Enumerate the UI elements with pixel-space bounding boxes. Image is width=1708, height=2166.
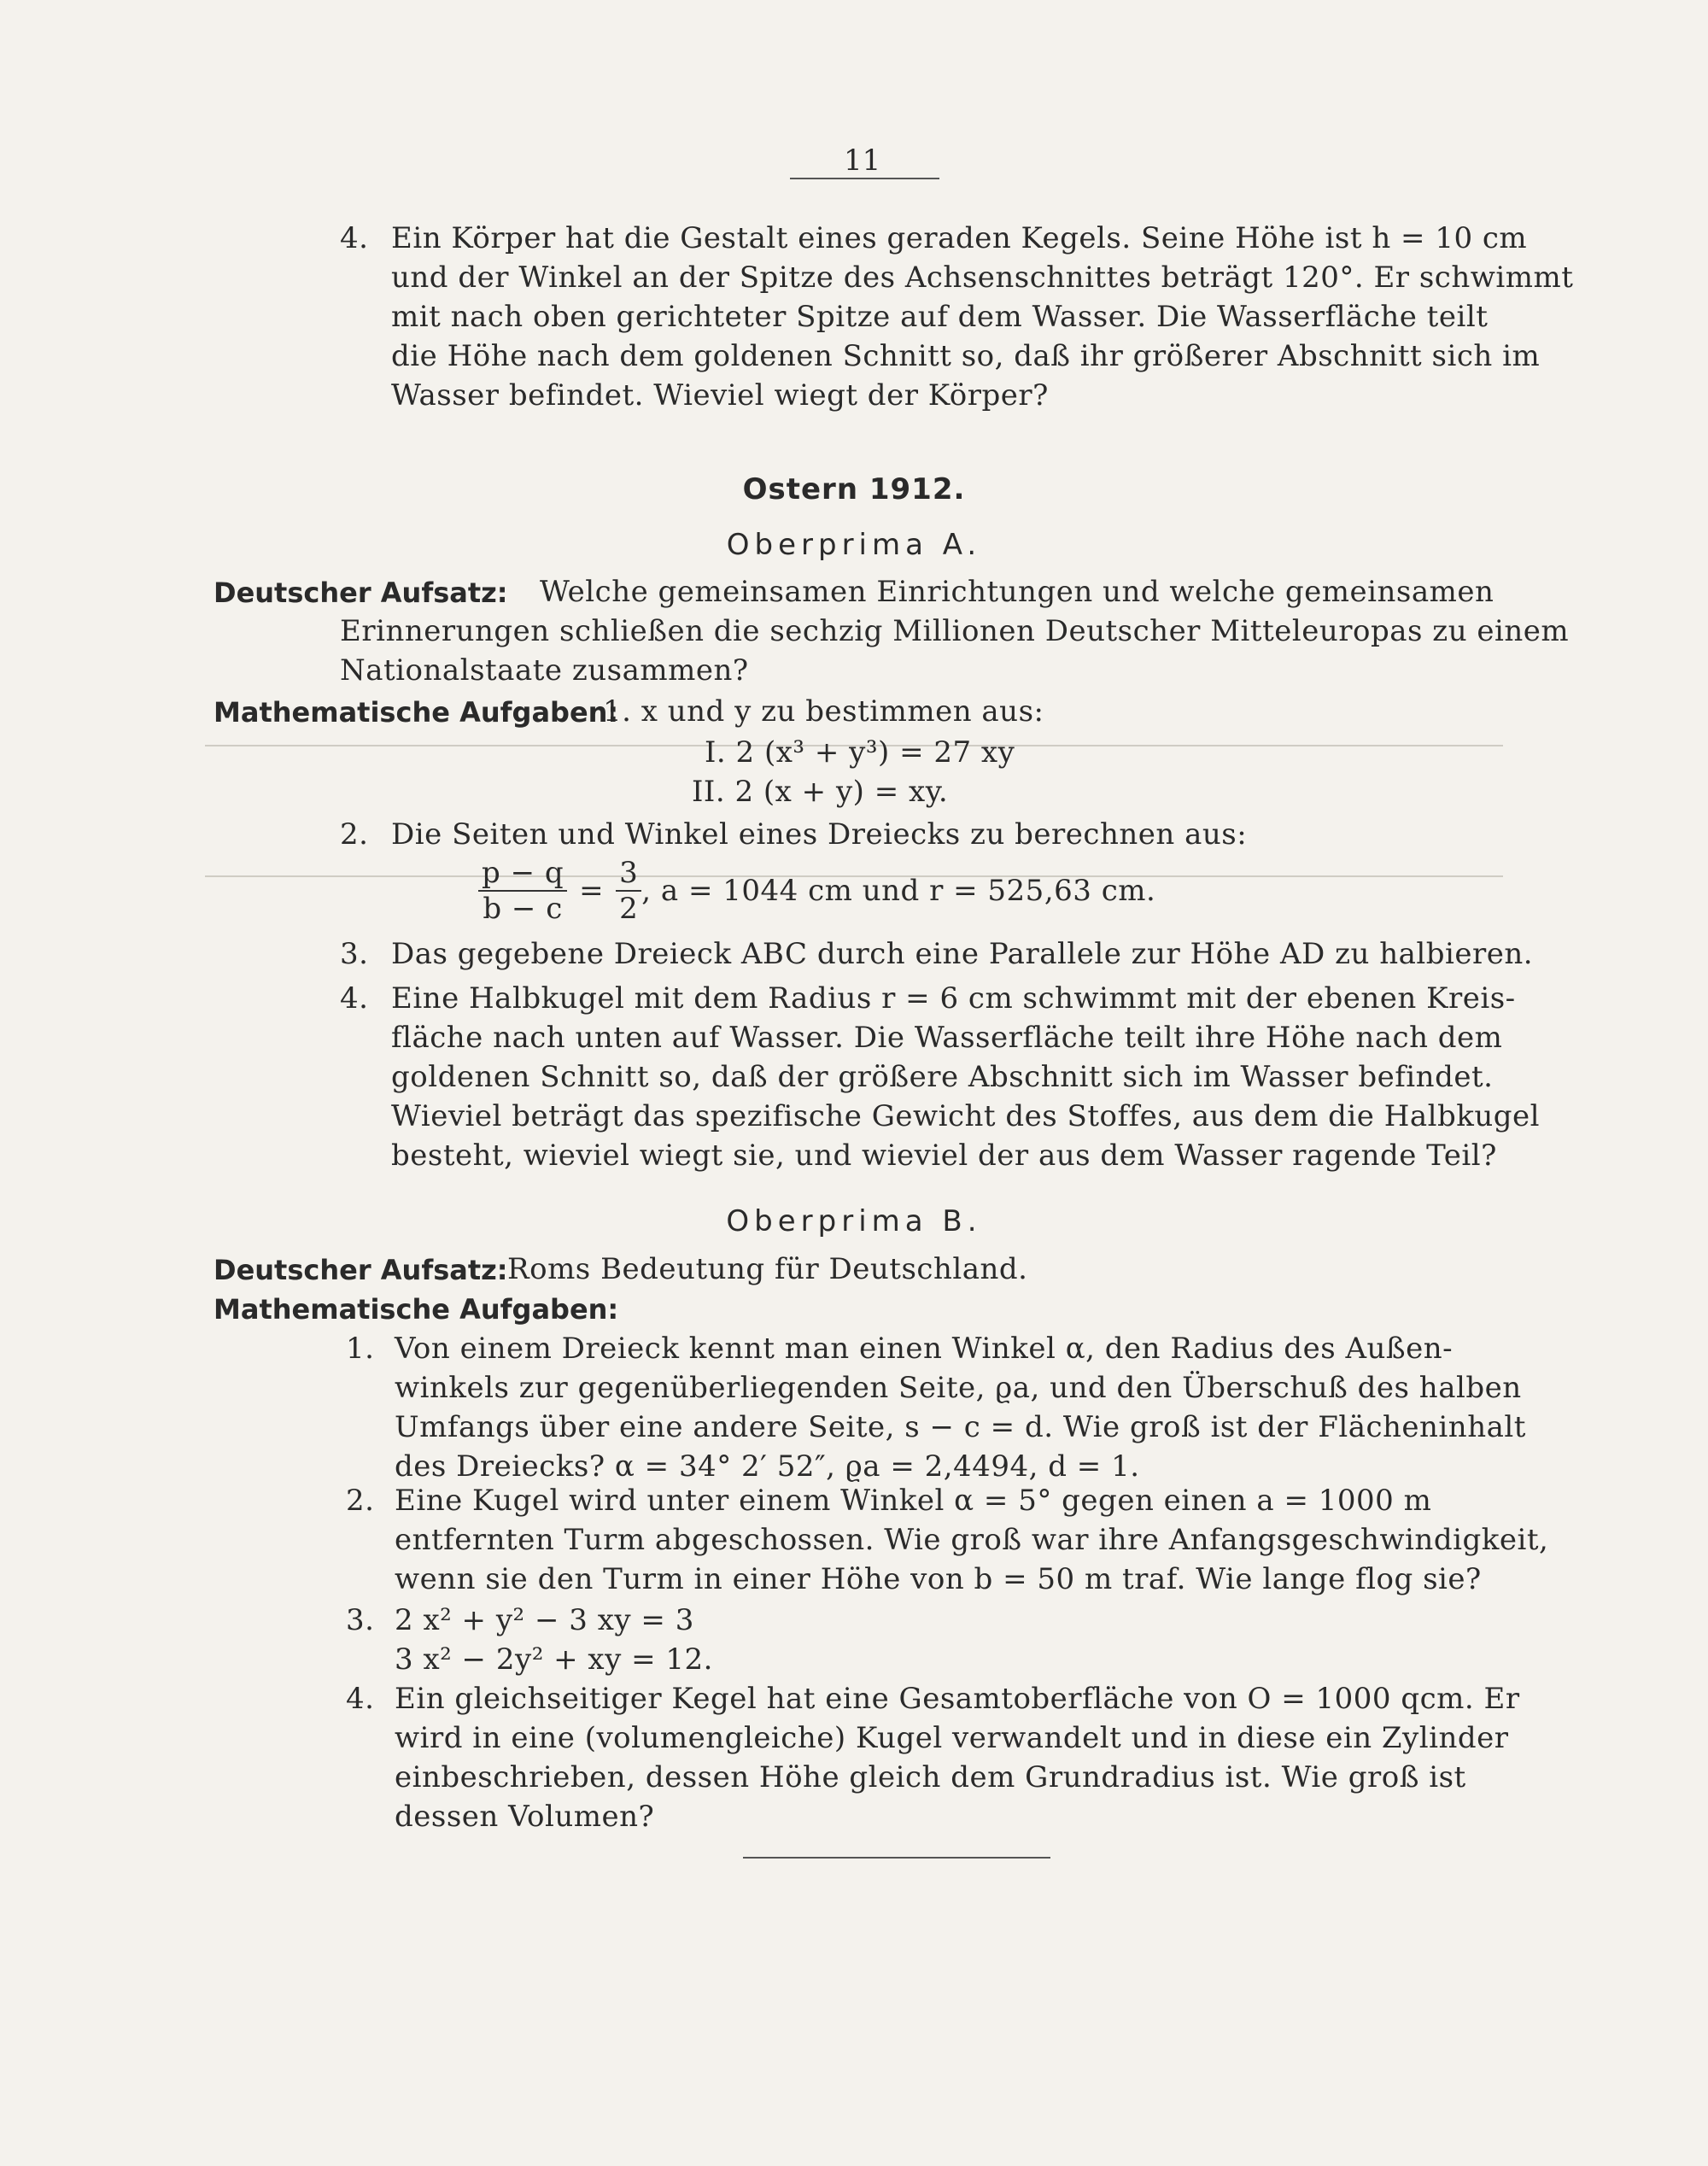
task-number: 4. <box>340 221 369 255</box>
task-text: Die Seiten und Winkel eines Dreiecks zu berechnen aus: <box>391 817 1248 852</box>
task-number: 3. <box>346 1603 375 1637</box>
text-line: goldenen Schnitt so, daß der größere Abschnitt sich im Wasser befindet. <box>391 1060 1494 1094</box>
fraction-numerator: p − q <box>478 856 567 892</box>
text-line: Von einem Dreieck kennt man einen Winkel α, den Radius des Außen- <box>395 1332 1454 1366</box>
text-line: dessen Volumen? <box>395 1800 655 1834</box>
text-line: Eine Halbkugel mit dem Radius r = 6 cm schwimmt mit der ebenen Kreis- <box>391 981 1516 1016</box>
text-line: die Höhe nach dem goldenen Schnitt so, daß ihr größerer Abschnitt sich im <box>391 339 1541 373</box>
fraction <box>478 856 567 926</box>
text-line: Ein gleichseitiger Kegel hat eine Gesamtoberfläche von O = 1000 qcm. Er <box>395 1682 1520 1716</box>
fraction <box>616 856 641 926</box>
text-line: entfernten Turm abgeschossen. Wie groß war ihre Anfangsgeschwindigkeit, <box>395 1523 1549 1557</box>
aufsatz-text: Nationalstaate zusammen? <box>340 653 749 688</box>
text-line: wenn sie den Turm in einer Höhe von b = 50 m traf. Wie lange flog sie? <box>395 1562 1482 1596</box>
text-line: Umfangs über eine andere Seite, s − c = d. Wie groß ist der Flächeninhalt <box>395 1410 1526 1444</box>
math-label: Mathematische Aufgaben: <box>214 696 619 729</box>
equation-rest: , a = 1044 cm und r = 525,63 cm. <box>641 874 1156 908</box>
class-heading: Oberprima A. <box>726 528 982 562</box>
aufsatz-text: Roms Bedeutung für Deutschland. <box>507 1252 1028 1286</box>
text-line: einbeschrieben, dessen Höhe gleich dem Grundradius ist. Wie groß ist <box>395 1760 1466 1794</box>
task-number: 1. <box>346 1332 375 1366</box>
closing-rule <box>743 1857 1050 1859</box>
text-line: Wasser befindet. Wieviel wiegt der Körper? <box>391 378 1049 413</box>
text-line: wird in eine (volumengleiche) Kugel verwandelt und in diese ein Zylinder <box>395 1721 1509 1755</box>
class-heading: Oberprima B. <box>726 1204 982 1238</box>
equation: 2 x² + y² − 3 xy = 3 <box>395 1603 694 1637</box>
aufsatz-text: Welche gemeinsamen Einrichtungen und welche gemeinsamen <box>540 575 1494 609</box>
task-text: Das gegebene Dreieck ABC durch eine Parallele zur Höhe AD zu halbieren. <box>391 937 1534 971</box>
task-number: 4. <box>346 1682 375 1716</box>
text-line: und der Winkel an der Spitze des Achsenschnittes beträgt 120°. Er schwimmt <box>391 261 1574 295</box>
equation: II. 2 (x + y) = xy. <box>692 775 949 809</box>
page-number: 11 <box>844 143 881 178</box>
equation: I. 2 (x³ + y³) = 27 xy <box>705 735 1015 770</box>
aufsatz-text: Erinnerungen schließen die sechzig Millionen Deutscher Mitteleuropas zu einem <box>340 614 1570 648</box>
task-number: 2. <box>340 817 369 852</box>
fraction-denominator: 2 <box>619 892 639 926</box>
task-intro: 1. x und y zu bestimmen aus: <box>603 694 1044 729</box>
aufsatz-label: Deutscher Aufsatz: <box>214 1254 508 1286</box>
text-line: Wieviel beträgt das spezifische Gewicht des Stoffes, aus dem die Halbkugel <box>391 1099 1541 1133</box>
text-line: des Dreiecks? α = 34° 2′ 52″, ϱa = 2,4494, d = 1. <box>395 1449 1140 1484</box>
fraction-numerator: 3 <box>616 856 641 892</box>
math-label: Mathematische Aufgaben: <box>214 1293 619 1326</box>
equals-sign: = <box>579 874 605 908</box>
text-line: winkels zur gegenüberliegenden Seite, ϱa, und den Überschuß des halben <box>395 1371 1522 1405</box>
aufsatz-label: Deutscher Aufsatz: <box>214 577 508 609</box>
page-number-rule <box>790 178 939 179</box>
equation: 3 x² − 2y² + xy = 12. <box>395 1642 713 1677</box>
text-line: mit nach oben gerichteter Spitze auf dem Wasser. Die Wasserfläche teilt <box>391 300 1489 334</box>
text-line: Ein Körper hat die Gestalt eines geraden Kegels. Seine Höhe ist h = 10 cm <box>391 221 1528 255</box>
section-title: Ostern 1912. <box>742 472 966 506</box>
text-line: besteht, wieviel wiegt sie, und wieviel der aus dem Wasser ragende Teil? <box>391 1139 1497 1173</box>
fraction-equation <box>478 856 1155 926</box>
task-number: 4. <box>340 981 369 1016</box>
text-line: fläche nach unten auf Wasser. Die Wasserfläche teilt ihre Höhe nach dem <box>391 1021 1503 1055</box>
text-line: Eine Kugel wird unter einem Winkel α = 5° gegen einen a = 1000 m <box>395 1484 1432 1518</box>
fraction-denominator: b − c <box>483 892 563 926</box>
task-number: 2. <box>346 1484 375 1518</box>
task-number: 3. <box>340 937 369 971</box>
